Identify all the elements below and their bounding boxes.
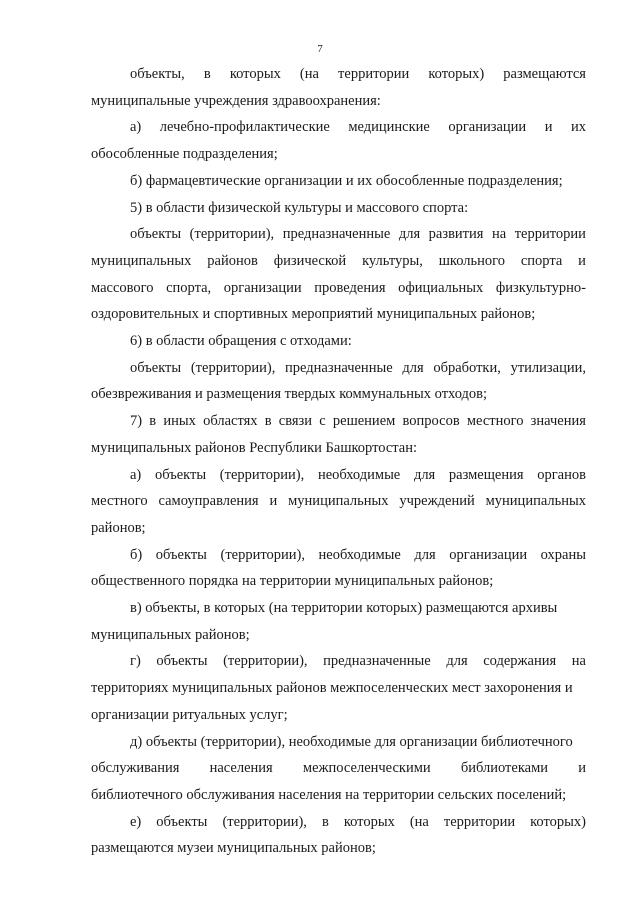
text-line: муниципальных районов Республики Башкортостан: (91, 439, 418, 456)
text-word: вопросов (402, 413, 460, 430)
text-line: районов; (91, 519, 146, 536)
text-word: с (319, 413, 326, 430)
text-word: самоуправления (158, 493, 259, 510)
text-word: (территории), (190, 359, 276, 376)
text-word: значения (530, 413, 586, 430)
text-word: необходимые (318, 546, 401, 563)
text-word: проведения (314, 279, 386, 296)
text-line (91, 117, 586, 138)
text-word: муниципальных (485, 493, 586, 510)
text-word: которых) (428, 66, 485, 82)
text-line: б) фармацевтические организации и их обособленные подразделения; (130, 172, 563, 189)
text-word: учреждений (399, 493, 475, 510)
text-word: лечебно-профилактические (159, 119, 330, 136)
text-word: а) (130, 119, 142, 136)
text-word: обслуживания (91, 760, 180, 777)
text-word: массового (91, 279, 154, 296)
text-word: которых (229, 66, 281, 82)
text-word: местного (466, 413, 524, 430)
text-word: и (578, 252, 586, 269)
text-line (91, 812, 586, 833)
text-line (91, 411, 586, 432)
text-word: культуры, (362, 252, 423, 269)
text-word: размещаются (503, 66, 586, 82)
text-line (91, 64, 586, 85)
text-word: для (413, 466, 436, 483)
text-word: размещения (448, 466, 524, 483)
text-word: их (570, 119, 586, 136)
text-word: и (544, 119, 553, 136)
text-word: объекты (130, 359, 182, 376)
text-word: территории (443, 813, 516, 830)
text-word: межпоселенческими (302, 760, 431, 777)
text-word: иных (163, 413, 196, 430)
text-word: развития (428, 226, 484, 243)
text-word: связи (278, 413, 313, 430)
text-word: объекты (130, 226, 182, 243)
text-line (91, 651, 586, 672)
text-word: официальных (398, 279, 484, 296)
text-word: в (321, 813, 329, 830)
text-word: для (398, 226, 421, 243)
text-line: оздоровительных и спортивных мероприятий муниципальных районов; (91, 306, 536, 323)
text-line (91, 491, 586, 512)
text-word: объекты (155, 546, 207, 563)
text-word: (территории), (219, 466, 305, 483)
text-word: в (203, 66, 211, 82)
text-word: (территории), (222, 813, 307, 830)
text-word: районов (207, 252, 258, 269)
text-line: 5) в области физической культуры и массового спорта: (130, 199, 469, 216)
text-line: территориях муниципальных районов межпоселенческих мест захоронения и (91, 680, 573, 697)
text-word: для (402, 359, 424, 376)
text-line: библиотечного обслуживания населения на территории сельских поселений; (91, 786, 567, 803)
text-word: г) (130, 653, 141, 670)
text-word: физической (273, 252, 347, 269)
text-word: муниципальных (91, 252, 192, 269)
text-line (91, 545, 586, 566)
text-line (91, 758, 586, 779)
text-word: для (446, 653, 468, 670)
text-word: которых) (530, 813, 586, 830)
text-word: местного (91, 493, 148, 510)
text-line (91, 278, 586, 299)
text-word: содержания (483, 653, 557, 670)
text-word: на (491, 226, 507, 243)
text-word: организации (448, 119, 527, 136)
text-line: обезвреживания и размещения твердых коммунальных отходов; (91, 386, 488, 403)
text-word: в (149, 413, 157, 430)
text-word: на (571, 653, 586, 670)
text-word: в (264, 413, 272, 430)
text-line: организации ритуальных услуг; (91, 706, 288, 723)
text-word: решением (332, 413, 396, 430)
text-word: которых (343, 813, 395, 830)
text-line (91, 224, 586, 245)
text-word: физкультурно- (495, 279, 586, 296)
text-word: охраны (540, 546, 586, 563)
text-word: спорта (520, 252, 563, 269)
text-word: объекты (154, 466, 207, 483)
text-word: (на (409, 813, 429, 830)
text-word: а) (130, 466, 142, 483)
text-line: 6) в области обращения с отходами: (130, 333, 352, 350)
document-body (91, 64, 586, 865)
text-word: спорта, (166, 279, 212, 296)
text-word: организации (223, 279, 302, 296)
text-line: обособленные подразделения; (91, 146, 278, 163)
text-word: предназначенные (323, 653, 431, 670)
text-word: е) (130, 813, 142, 830)
text-word: 7) (130, 413, 143, 430)
text-word: организации (449, 546, 528, 563)
text-word: территории (514, 226, 586, 243)
text-word: объекты, (130, 66, 185, 82)
text-word: школьного (438, 252, 505, 269)
text-word: муниципальных (288, 493, 389, 510)
text-word: утилизации, (510, 359, 586, 376)
text-line: общественного порядка на территории муниципальных районов; (91, 573, 494, 590)
text-word: б) (130, 546, 143, 563)
text-word: территории (338, 66, 410, 82)
text-line (91, 358, 586, 379)
text-word: медицинские (348, 119, 430, 136)
text-line: муниципальных районов; (91, 626, 250, 643)
text-word: объекты (156, 813, 208, 830)
text-line (91, 465, 586, 486)
text-word: объекты (156, 653, 208, 670)
text-word: (на (299, 66, 319, 82)
text-line: размещаются музеи муниципальных районов; (91, 840, 376, 857)
text-word: и (269, 493, 278, 510)
text-word: предназначенные (285, 359, 393, 376)
text-line: д) объекты (территории), необходимые для организации библиотечного (130, 733, 573, 750)
text-word: (территории), (223, 653, 308, 670)
text-word: для (414, 546, 436, 563)
text-word: и (578, 760, 586, 777)
text-line (91, 251, 586, 272)
text-line: в) объекты, в которых (на территории которых) размещаются архивы (130, 600, 558, 617)
text-word: необходимые (317, 466, 401, 483)
text-word: предназначенные (282, 226, 391, 243)
text-line: муниципальные учреждения здравоохранения: (91, 92, 381, 109)
text-word: библиотеками (460, 760, 549, 777)
text-word: населения (209, 760, 273, 777)
text-word: (территории), (220, 546, 305, 563)
text-word: обработки, (433, 359, 501, 376)
text-word: областях (203, 413, 258, 430)
text-word: (территории), (189, 226, 275, 243)
page-number: 7 (317, 43, 323, 55)
text-word: органов (537, 466, 586, 483)
